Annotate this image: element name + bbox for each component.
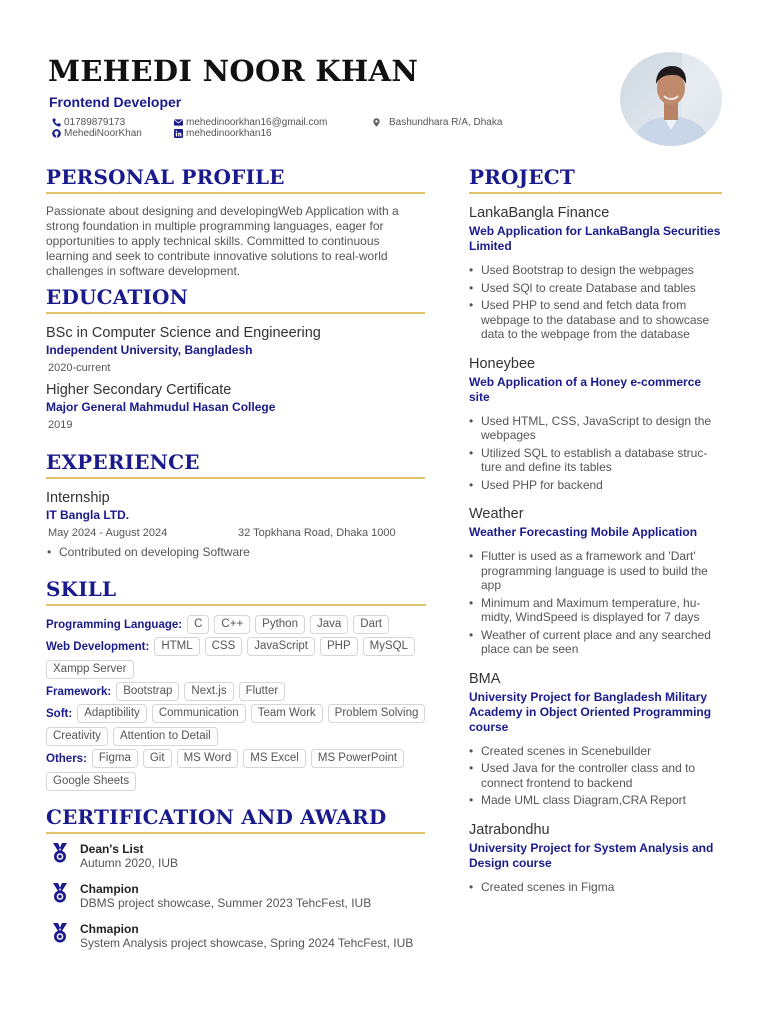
skill-tag: Xampp Server	[46, 660, 134, 679]
project-subtitle: University Project for Bangladesh Military Academy in Object Oriented Programming course	[469, 689, 712, 734]
skill-tag: C	[187, 615, 209, 634]
project-subtitle: Weather Forecasting Mobile Application	[469, 525, 698, 539]
profile-summary: Passionate about designing and developingWeb Application with a strong foundation in multiple programming languages, eager for opportunities to apply technical skills. Committed to continuous learning and seek to contribute innovative solutions to real-world challenges in software development.	[46, 204, 399, 278]
experience-address: 32 Topkhana Road, Dhaka 1000	[238, 527, 396, 539]
skill-tag: Python	[255, 615, 305, 634]
contact-location	[372, 117, 502, 128]
phone-number: 01789879173	[64, 117, 126, 128]
skill-group-others	[46, 749, 426, 791]
skill-tag: C++	[214, 615, 250, 634]
list-item: • Contributed on developing Software	[59, 545, 425, 560]
list-item: • Flutter is used as a framework and 'Dart' programming language is used to build the app	[481, 549, 722, 593]
location-text: Bashundhara R/A, Dhaka	[389, 117, 503, 128]
section-title-education: EDUCATION	[46, 285, 425, 314]
education-entry	[46, 325, 425, 374]
skill-tag: Adaptibility	[77, 704, 147, 723]
skill-tag: Bootstrap	[116, 682, 179, 701]
medal-icon	[50, 882, 70, 904]
project-item	[469, 205, 722, 342]
skill-section	[46, 577, 426, 794]
education-date: 2019	[48, 419, 73, 431]
project-item	[469, 822, 722, 895]
list-item: • Used SQl to create Database and tables	[481, 281, 722, 296]
skill-tag: HTML	[154, 637, 199, 656]
github-icon	[52, 129, 61, 138]
skill-tag: Creativity	[46, 727, 108, 746]
skill-tag: Git	[143, 749, 172, 768]
skill-tag: Next.js	[184, 682, 233, 701]
project-name: Honeybee	[469, 355, 536, 372]
skill-tag: Team Work	[251, 704, 323, 723]
phone-icon	[52, 118, 61, 127]
experience-position: Internship	[46, 490, 110, 506]
award-description: DBMS project showcase, Summer 2023 TehcFest, IUB	[80, 896, 372, 910]
skill-tag: MS PowerPoint	[311, 749, 404, 768]
skill-label: Programming Language:	[46, 618, 183, 631]
project-item	[469, 356, 722, 493]
contact-github[interactable]	[52, 128, 142, 139]
experience-section	[46, 450, 425, 563]
contact-email[interactable]	[174, 117, 327, 128]
school-name: Major General Mahmudul Hasan College	[46, 400, 276, 414]
skill-tag: JavaScript	[247, 637, 315, 656]
linkedin-username: mehedinoorkhan16	[186, 128, 272, 139]
award-item	[46, 922, 425, 950]
skill-tag: Figma	[92, 749, 138, 768]
project-section	[469, 165, 722, 908]
section-title-certification: CERTIFICATION AND AWARD	[46, 805, 425, 834]
list-item: • Utilized SQL to establish a database struc-ture and define its tables	[481, 446, 722, 475]
list-item: • Used Bootstrap to design the webpages	[481, 263, 722, 278]
contact-phone[interactable]	[52, 117, 125, 128]
list-item: • Used PHP for backend	[481, 478, 722, 493]
experience-company: IT Bangla LTD.	[46, 508, 130, 522]
award-title: Champion	[80, 882, 139, 896]
education-date: 2020-current	[48, 362, 111, 374]
skill-label: Web Development:	[46, 640, 150, 653]
list-item: • Used PHP to send and fetch data from webpage to the database and to showcase data to the webpage from the database	[481, 298, 722, 342]
skill-tag: Flutter	[239, 682, 286, 701]
skill-tag: Google Sheets	[46, 772, 136, 791]
skill-label: Framework:	[46, 685, 112, 698]
skill-group-framework	[46, 682, 426, 701]
profile-photo	[620, 52, 722, 146]
list-item: • Created scenes in Scenebuilder	[481, 744, 722, 759]
school-name: Independent University, Bangladesh	[46, 343, 253, 357]
list-item: • Weather of current place and any searched place can be seen	[481, 628, 722, 657]
project-subtitle: Web Application of a Honey e-commerce site	[469, 374, 702, 404]
project-item	[469, 506, 722, 657]
list-item: • Minimum and Maximum temperature, hu-midty, WindSpeed is displayed for 7 days	[481, 596, 722, 625]
skill-group-programming	[46, 615, 426, 634]
candidate-name: MEHEDI NOOR KHAN	[48, 54, 419, 88]
section-title-experience: EXPERIENCE	[46, 450, 425, 479]
project-name: Weather	[469, 506, 524, 522]
degree-name: Higher Secondary Certificate	[46, 382, 232, 398]
award-description: System Analysis project showcase, Spring 2024 TehcFest, IUB	[80, 936, 414, 950]
list-item: • Created scenes in Figma	[481, 880, 722, 895]
award-title: Chmapion	[80, 922, 139, 936]
skill-label: Soft:	[46, 707, 73, 720]
project-name: BMA	[469, 670, 501, 687]
skill-group-web	[46, 637, 426, 679]
section-title-profile: PERSONAL PROFILE	[46, 165, 425, 194]
experience-date: May 2024 - August 2024	[48, 527, 168, 539]
skill-tag: Java	[310, 615, 348, 634]
linkedin-icon	[174, 129, 183, 138]
skill-tag: MS Word	[177, 749, 239, 768]
project-bullets	[469, 549, 722, 657]
project-name: Jatrabondhu	[469, 821, 550, 838]
certification-section	[46, 805, 425, 962]
email-address: mehedinoorkhan16@gmail.com	[186, 117, 328, 128]
github-username: MehediNoorKhan	[64, 128, 142, 139]
map-pin-icon	[372, 118, 381, 127]
project-subtitle: Web Application for LankaBangla Securities Limited	[469, 224, 721, 253]
award-item	[46, 882, 425, 910]
project-bullets	[469, 880, 722, 895]
envelope-icon	[174, 118, 183, 127]
award-title: Dean's List	[80, 842, 144, 856]
degree-name: BSc in Computer Science and Engineering	[46, 325, 321, 341]
project-name: LankaBangla Finance	[469, 205, 610, 221]
skill-tag: PHP	[320, 637, 358, 656]
list-item: • Used Java for the controller class and to connect frontend to backend	[481, 761, 722, 790]
education-section	[46, 285, 425, 431]
medal-icon	[50, 842, 70, 864]
medal-icon	[50, 922, 70, 944]
contact-linkedin[interactable]	[174, 128, 272, 139]
skill-group-soft	[46, 704, 426, 746]
section-title-project: PROJECT	[469, 165, 722, 194]
education-entry	[46, 382, 425, 431]
skill-tag: MS Excel	[243, 749, 306, 768]
project-subtitle: University Project for System Analysis and Design course	[469, 840, 714, 870]
list-item: • Used HTML, CSS, JavaScript to design the webpages	[481, 414, 722, 443]
skill-tag: Problem Solving	[328, 704, 426, 723]
award-item	[46, 842, 425, 870]
project-bullets	[469, 414, 722, 493]
skill-tag: MySQL	[363, 637, 415, 656]
project-item	[469, 671, 722, 808]
skill-label: Others:	[46, 752, 87, 765]
skill-tag: Attention to Detail	[113, 727, 218, 746]
list-item: • Made UML class Diagram,CRA Report	[481, 793, 722, 808]
skill-tag: Communication	[152, 704, 246, 723]
section-title-skill: SKILL	[46, 577, 426, 606]
skill-tag: Dart	[353, 615, 389, 634]
project-bullets	[469, 744, 722, 808]
award-description: Autumn 2020, IUB	[80, 856, 179, 870]
skill-tag: CSS	[205, 637, 243, 656]
personal-profile-section	[46, 165, 425, 279]
experience-bullets	[46, 545, 425, 560]
experience-meta	[46, 527, 425, 539]
project-bullets	[469, 263, 722, 342]
job-title: Frontend Developer	[49, 94, 182, 110]
